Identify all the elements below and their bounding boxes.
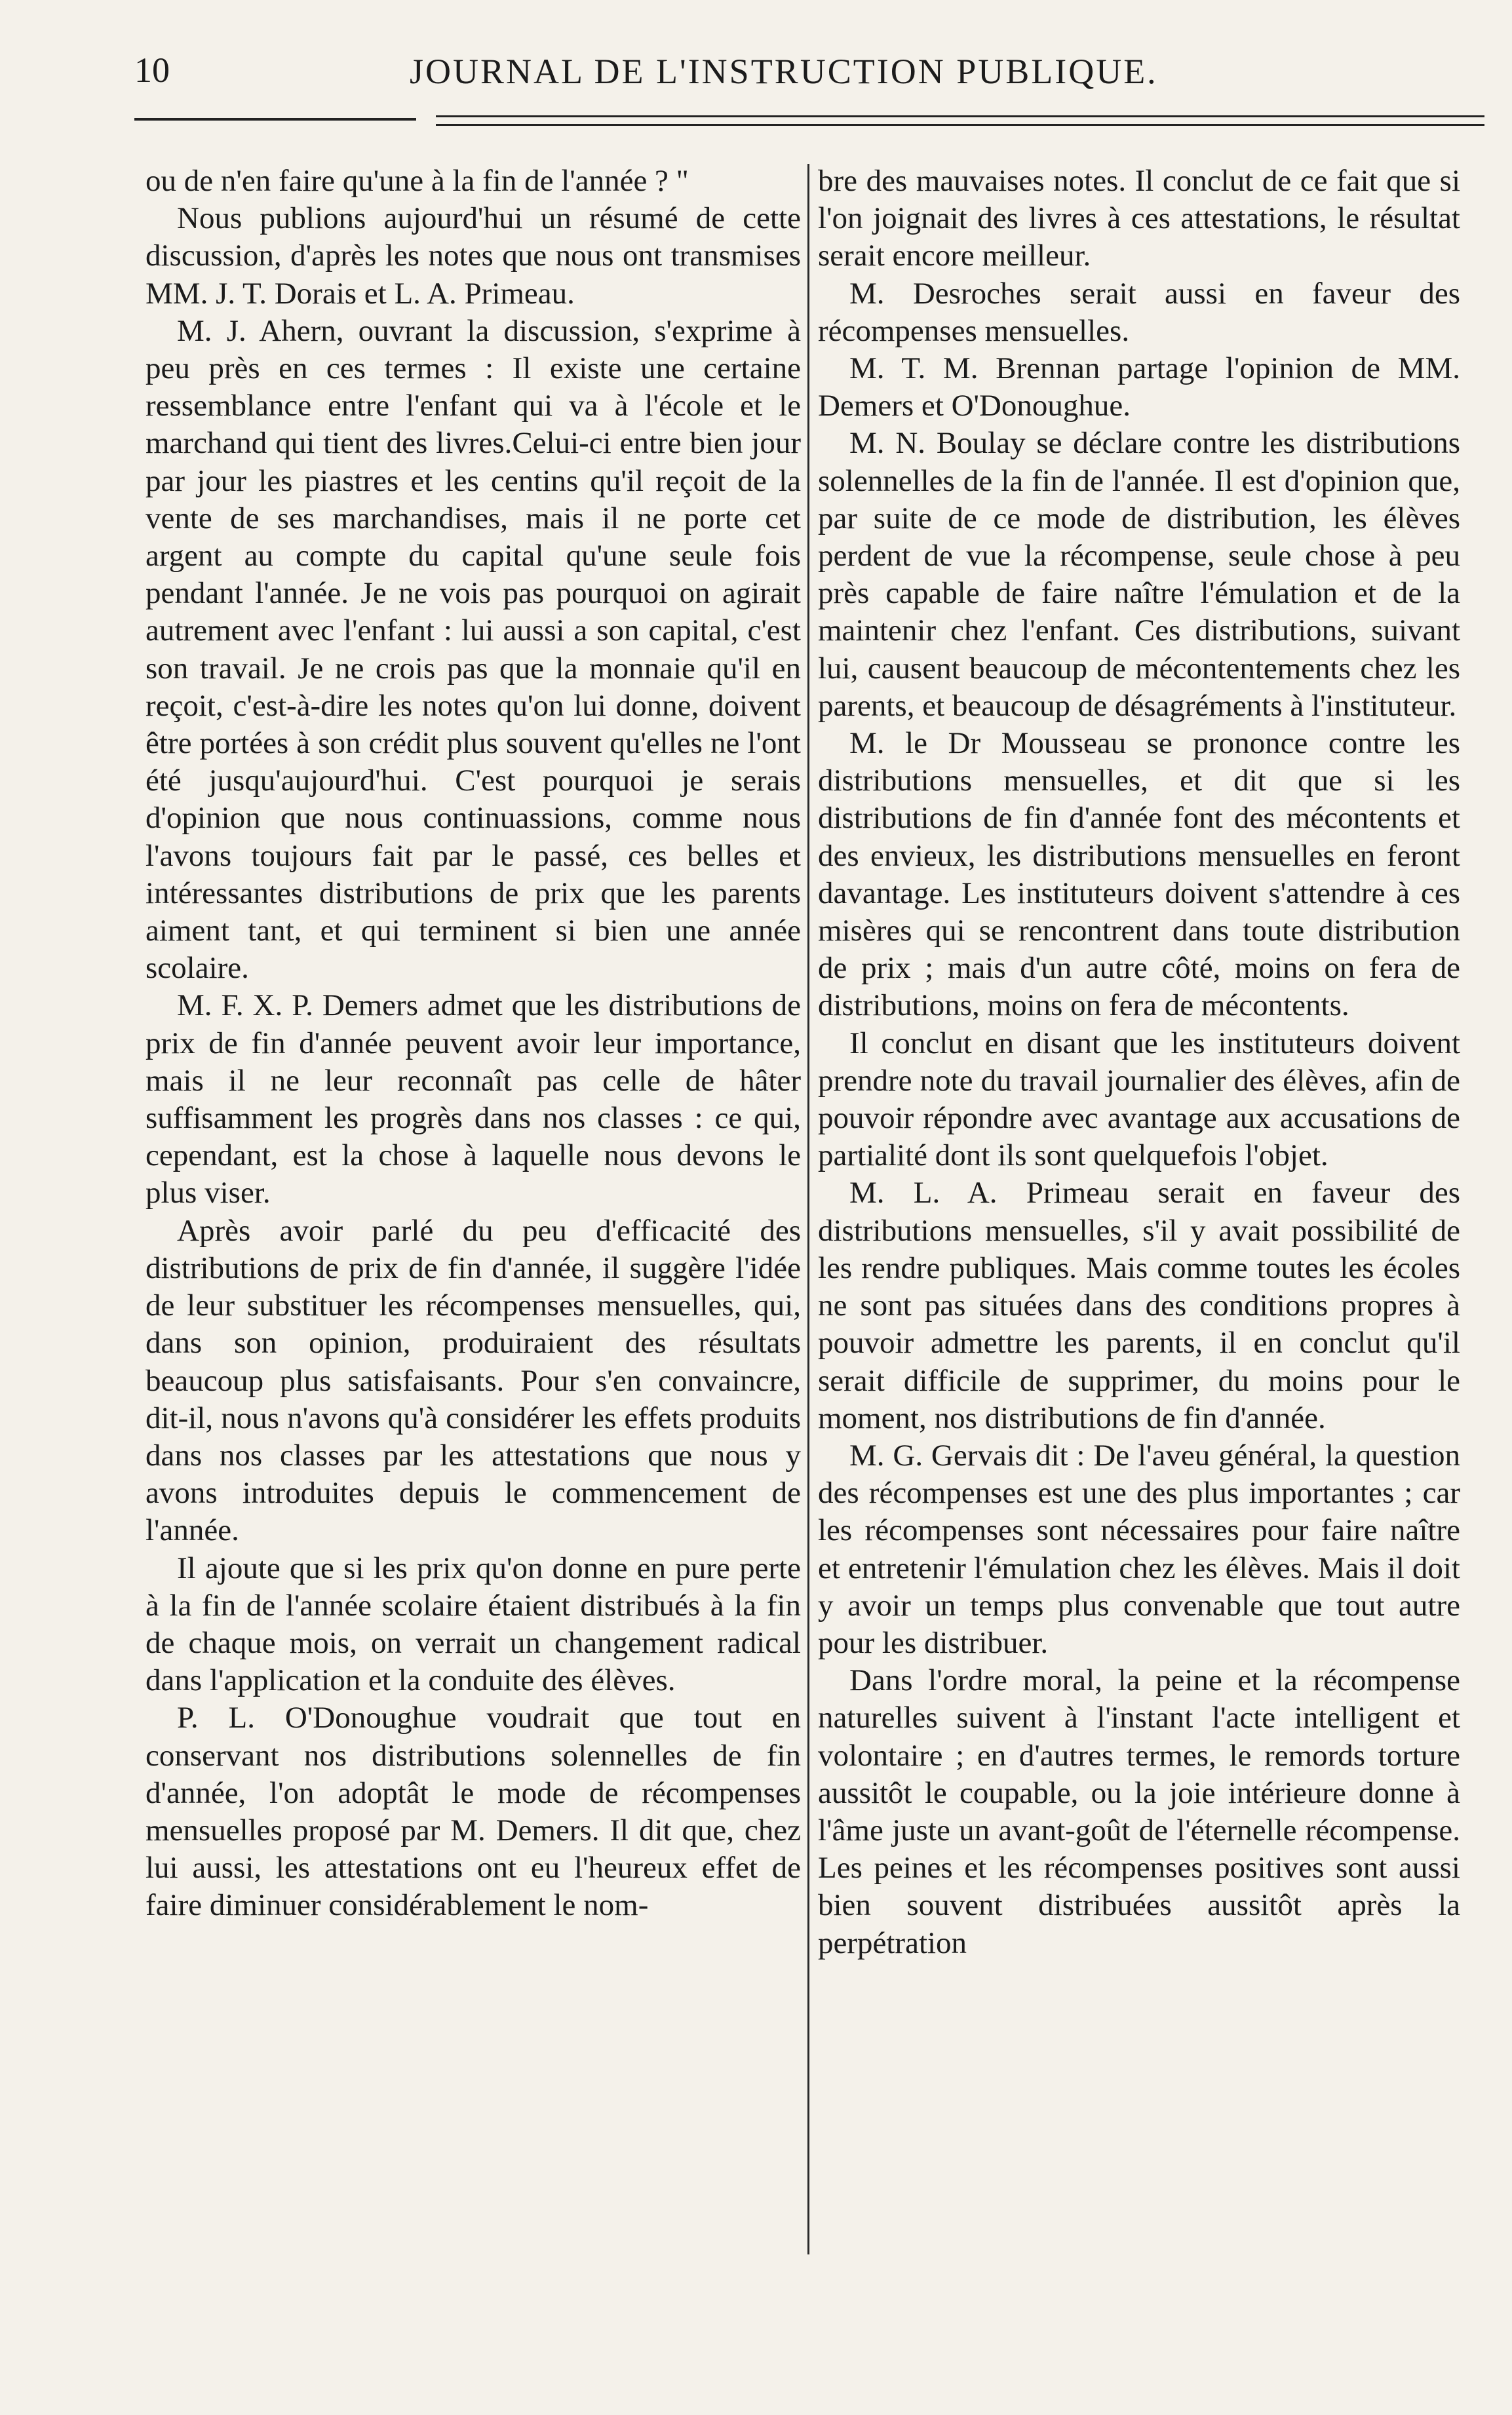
page-header <box>134 45 1209 117</box>
paragraph: Dans l'ordre moral, la peine et la récompense naturelles suivent à l'instant l'acte intelligent et volontaire ; en d'autres termes, le remords torture aussitôt le coupable, ou la joie intérieure donne à l'âme juste un avant-goût de l'éternelle récompense. Les peines et les récompenses positives sont aussi bien souvent distribuées aussitôt après la perpétration <box>818 1663 1460 1960</box>
paragraph: M. L. A. Primeau serait en faveur des distributions mensuelles, s'il y avait possibilité de les rendre publiques. Mais comme toutes les écoles ne sont pas situées dans des conditions propres à pouvoir admettre les parents, il en conclut qu'il serait difficile de supprimer, du moins pour le moment, nos distributions de fin d'année. <box>818 1176 1460 1435</box>
paragraph: P. L. O'Donoughue voudrait que tout en conservant nos distributions solennelles de fin d'année, l'on adoptât le mode de récompenses mensuelles proposé par M. Demers. Il dit que, chez lui aussi, les attestations ont eu l'heureux effet de faire diminuer considérablement le nom- <box>145 1701 801 1923</box>
paragraph: Il conclut en disant que les instituteurs doivent prendre note du travail journalier des élèves, afin de pouvoir répondre avec avantage aux accusations de partialité dont ils sont quelquefois l'objet. <box>818 1026 1460 1173</box>
left-column <box>145 163 801 1925</box>
paragraph: bre des mauvaises notes. Il conclut de ce fait que si l'on joignait des livres à ces attestations, le résultat serait encore meilleur. <box>818 164 1460 273</box>
column-divider <box>807 164 809 2254</box>
paragraph: M. Desroches serait aussi en faveur des récompenses mensuelles. <box>818 276 1460 348</box>
paragraph: M. le Dr Mousseau se prononce contre les distributions mensuelles, et dit que si les distributions de fin d'année font des mécontents et des envieux, les distributions mensuelles en feront davantage. Les instituteurs doivent s'attendre à ces misères qui se rencontrent dans toute distribution de prix ; mais d'un autre côté, moins on fera de distributions, moins on fera de mécontents. <box>818 726 1460 1023</box>
paragraph: Nous publions aujourd'hui un résumé de cette discussion, d'après les notes que nous ont transmises MM. J. T. Dorais et L. A. Primeau. <box>145 201 801 311</box>
page-number: 10 <box>134 50 170 90</box>
paragraph: M. F. X. P. Demers admet que les distributions de prix de fin d'année peuvent avoir leur importance, mais il ne leur reconnaît pas celle de hâter suffisamment les progrès dans nos classes : ce qui, cependant, est la chose à laquelle nous devons le plus viser. <box>145 988 801 1210</box>
paragraph: M. T. M. Brennan partage l'opinion de MM. Demers et O'Donoughue. <box>818 351 1460 423</box>
right-column <box>818 163 1460 1962</box>
paragraph: Après avoir parlé du peu d'efficacité des distributions de prix de fin d'année, il suggère l'idée de leur substituer les récompenses mensuelles, qui, dans son opinion, produiraient des résultats beaucoup plus satisfaisants. Pour s'en convaincre, dit-il, nous n'avons qu'à considérer les effets produits dans nos classes par les attestations que nous y avons introduites depuis le commencement de l'année. <box>145 1213 801 1548</box>
header-rule-short <box>134 118 416 121</box>
paragraph: M. N. Boulay se déclare contre les distributions solennelles de la fin de l'année. Il est d'opinion que, par suite de ce mode de distribution, les élèves perdent de vue la récompense, seule chose à peu près capable de faire naître l'émulation et de la maintenir chez l'enfant. Ces distributions, suivant lui, causent beaucoup de mécontentements chez les parents, et beaucoup de désagréments à l'instituteur. <box>818 426 1460 723</box>
paragraph: M. J. Ahern, ouvrant la discussion, s'exprime à peu près en ces termes : Il existe une certaine ressemblance entre l'enfant qui va à l'école et le marchand qui tient des livres.Celui-ci entre bien jour par jour les piastres et les centins qu'il reçoit de la vente de ses marchandises, mais il ne porte cet argent au compte du capital qu'une seule fois pendant l'année. Je ne vois pas pourquoi on agirait autrement avec l'enfant : lui aussi a son capital, c'est son travail. Je ne crois pas que la monnaie qu'il en reçoit, c'est-à-dire les notes qu'on lui donne, doivent être portées à son crédit plus souvent qu'elles ne l'ont été jusqu'aujourd'hui. C'est pourquoi je serais d'opinion que nous continuassions, comme nous l'avons toujours fait par le passé, ces belles et intéressantes distributions de prix que les parents aiment tant, et qui terminent si bien une année scolaire. <box>145 313 801 986</box>
paragraph: Il ajoute que si les prix qu'on donne en pure perte à la fin de l'année scolaire étaient distribués à la fin de chaque mois, on verrait un changement radical dans l'application et la conduite des élèves. <box>145 1551 801 1698</box>
paragraph: M. G. Gervais dit : De l'aveu général, la question des récompenses est une des plus importantes ; car les récompenses sont nécessaires pour faire naître et entretenir l'émulation chez les élèves. Mais il doit y avoir un temps plus convenable que tout autre pour les distribuer. <box>818 1438 1460 1660</box>
header-rule-double <box>436 115 1484 126</box>
running-title: JOURNAL DE L'INSTRUCTION PUBLIQUE. <box>410 52 1158 91</box>
paragraph: ou de n'en faire qu'une à la fin de l'année ? " <box>145 164 689 198</box>
